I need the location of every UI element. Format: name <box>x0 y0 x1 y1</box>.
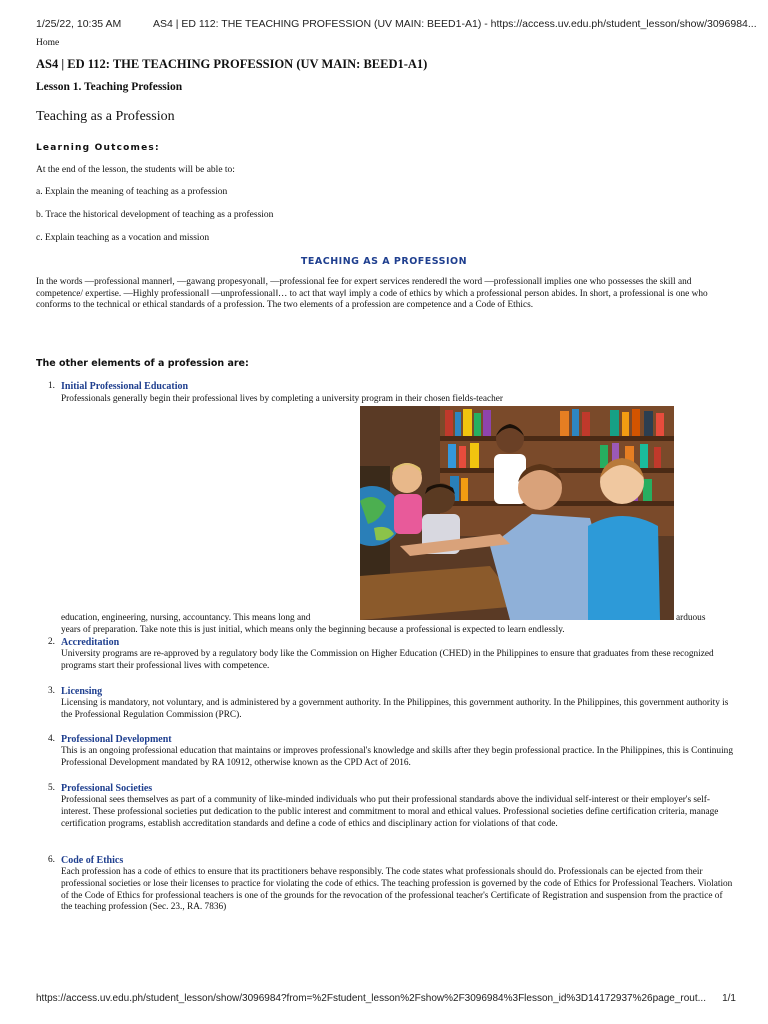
outcome-a: a. Explain the meaning of teaching as a profession <box>36 187 228 197</box>
list-number: 5. <box>48 783 55 793</box>
list-number: 2. <box>48 637 55 647</box>
element-body: Each profession has a code of ethics to ensure that its practitioners behave responsibly. The code states what professionals should do. Professionals can be ejected from their professional societies or lose their licenses to practice for violating the code of ethics. The teaching profession is governed by the code of Ethics for Professional Teachers. Violation of the Code of Ethics for professional teachers is one of the grounds for the revocation of the professional teacher's Certificate of Registration and suspension from the practice of the teaching profession (Sec. 23., RA. 7836) <box>61 867 733 913</box>
element-title: Initial Professional Education <box>61 381 189 392</box>
element-title: Professional Societies <box>61 783 153 794</box>
course-title: AS4 | ED 112: THE TEACHING PROFESSION (UV MAIN: BEED1-A1) <box>36 57 428 71</box>
element-title: Code of Ethics <box>61 855 124 866</box>
element-title: Professional Development <box>61 734 172 745</box>
page-number: 1/1 <box>722 993 736 1004</box>
outcome-c: c. Explain teaching as a vocation and mission <box>36 233 210 243</box>
learning-outcomes-heading: Learning Outcomes: <box>36 143 160 153</box>
element-body: education, engineering, nursing, accountancy. This means long and <box>61 613 311 623</box>
print-date: 1/25/22, 10:35 AM <box>36 18 122 30</box>
print-url: https://access.uv.edu.ph/student_lesson/show/3096984?from=%2Fstudent_lesson%2Fshow%2F3096984%3Flesson_id%3D14172937%26page_rout... <box>36 993 706 1004</box>
breadcrumb-home[interactable]: Home <box>36 38 60 48</box>
element-body: years of preparation. Take note this is just initial, which means only the beginning because a professional is expected to learn endlessly. <box>61 625 565 635</box>
list-number: 4. <box>48 734 55 744</box>
element-title: Licensing <box>61 686 103 697</box>
elements-heading: The other elements of a profession are: <box>36 358 249 369</box>
element-title: Accreditation <box>61 637 120 648</box>
page-title: Teaching as a Profession <box>36 109 175 124</box>
teacher-children-globe-image <box>360 406 674 620</box>
print-title: AS4 | ED 112: THE TEACHING PROFESSION (UV MAIN: BEED1-A1) - https://access.uv.edu.ph/student_lesson/show/3096984... <box>153 18 757 30</box>
intro-paragraph: In the words —professional manner‖, —gawang propesyonal‖, —professional fee for expert services rendered‖ the word —professional‖ implies one who possesses the skill and competence/ expertise. —Highly professional‖ —unprofessional‖… to act that way‖ imply a code of ethics by which a professional person abides. In short, a professional is one who conforms to the technical or ethical standards of a profession. The two elements of a profession are competence and a Code of Ethics. <box>36 277 708 311</box>
element-body: arduous <box>676 613 706 623</box>
lesson-title: Lesson 1. Teaching Profession <box>36 81 183 93</box>
learning-outcomes-intro: At the end of the lesson, the students will be able to: <box>36 165 235 175</box>
list-number: 6. <box>48 855 55 865</box>
element-body: This is an ongoing professional education that maintains or improves professional's knowledge and skills after they begin professional practice. In the Philippines, this is Continuing Professional Development mandated by RA 10912, otherwise known as the CPD Act of 2016. <box>61 746 733 768</box>
classroom-photo <box>360 406 674 620</box>
section-heading: TEACHING AS A PROFESSION <box>300 256 468 267</box>
element-body: Professionals generally begin their professional lives by completing a university program in their chosen fields-teacher <box>61 394 503 404</box>
element-body: Licensing is mandatory, not voluntary, and is administered by a government authority. In the Philippines, this government authority. In the Philippines, this government authority is the Professional Regulation Commission (PRC). <box>61 698 729 720</box>
outcome-b: b. Trace the historical development of teaching as a profession <box>36 210 274 220</box>
element-body: University programs are re-approved by a regulatory body like the Commission on Higher Education (CHED) in the Philippines to ensure that graduates from these recognized programs start their professional lives with competence. <box>61 649 714 671</box>
element-body: Professional sees themselves as part of a community of like-minded individuals who put their professional standards above the individual self-interest or their employer's self-interest. These professional societies put dedication to the public interest and commitment to moral and ethical values. Professional societies define certification criteria, manage certification programs, establish accreditation standards and define a code of ethics and disciplinary action for violations of that code. <box>61 795 719 829</box>
print-footer <box>36 993 736 1004</box>
list-number: 1. <box>48 381 55 391</box>
list-number: 3. <box>48 686 55 696</box>
